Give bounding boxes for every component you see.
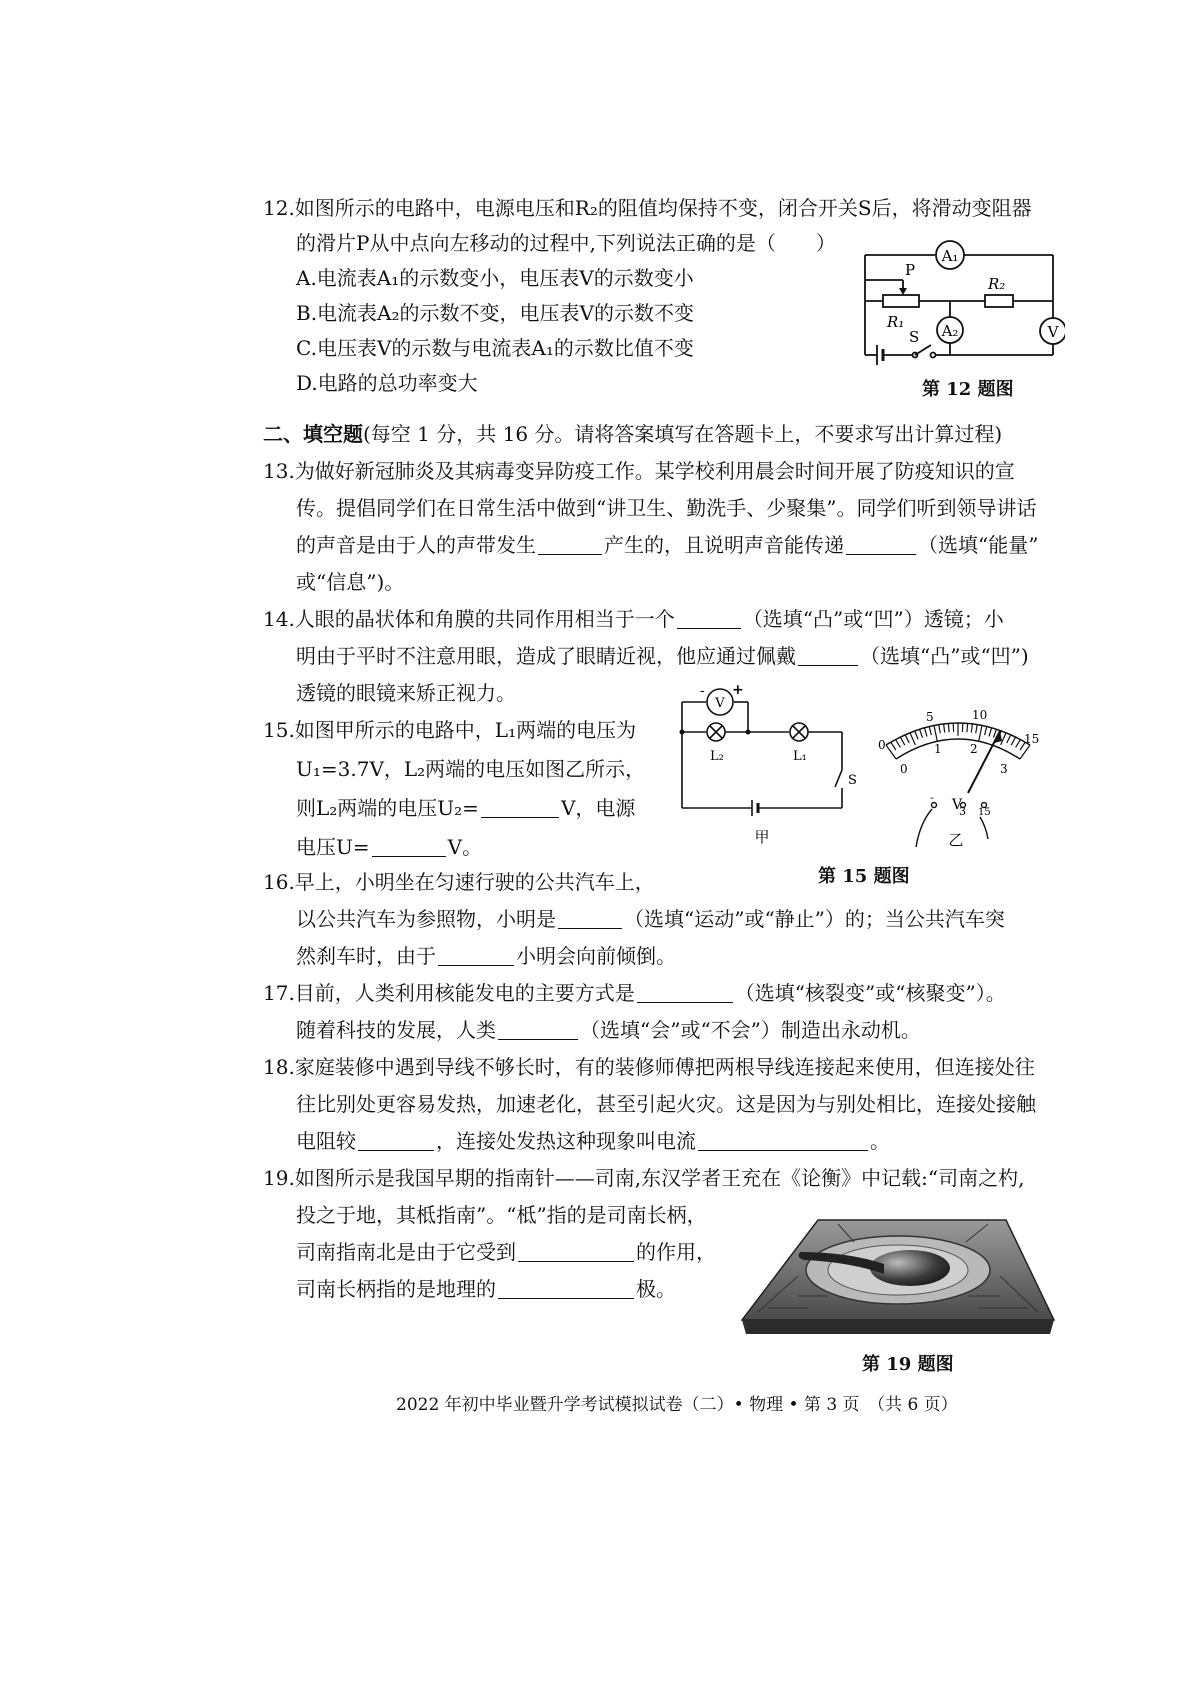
q15-blank-2[interactable] bbox=[372, 836, 446, 857]
q13-blank-1[interactable] bbox=[538, 534, 602, 555]
dial-tick bbox=[929, 727, 931, 736]
q16-line2 bbox=[296, 905, 1005, 933]
dial-tick bbox=[939, 725, 941, 734]
meter-unit: V bbox=[952, 797, 963, 813]
q17-blank-2[interactable] bbox=[498, 1019, 578, 1040]
dial-tick bbox=[971, 724, 972, 733]
q13-line3a: 的声音是由于人的声带发生 bbox=[296, 533, 536, 557]
page-footer: 2022 年初中毕业暨升学考试模拟试卷（二）• 物理 • 第 3 页 （共 6 页） bbox=[396, 1395, 958, 1415]
q14-line1a: 14.人眼的晶状体和角膜的共同作用相当于一个 bbox=[263, 607, 675, 631]
r2-label: R₂ bbox=[988, 275, 1006, 293]
q15-line3 bbox=[296, 794, 635, 822]
q18-line3a: 电阻较 bbox=[296, 1129, 356, 1153]
dial-tick bbox=[900, 737, 904, 745]
dial-tick bbox=[910, 733, 915, 745]
terminal-15: 15 bbox=[978, 807, 991, 818]
q15-line3b: V，电源 bbox=[560, 796, 636, 820]
dial-tick bbox=[1007, 735, 1011, 743]
q19-line3a: 司南指南北是由于它受到 bbox=[296, 1240, 516, 1264]
q15-caption: 第 15 题图 bbox=[818, 866, 910, 887]
q16-line3 bbox=[296, 942, 676, 970]
dial-tick bbox=[967, 723, 968, 732]
top-tick-10: 10 bbox=[972, 708, 988, 722]
q17-line1b: （选填“核裂变”或“核聚变”）。 bbox=[734, 981, 1006, 1005]
q18-line2: 往比别处更容易发热，加速老化，甚至引起火灾。这是因为与别处相比，连接处接触 bbox=[296, 1092, 1036, 1116]
dial-tick bbox=[985, 727, 987, 736]
q17-line2a: 随着科技的发展，人类 bbox=[296, 1018, 496, 1042]
bottom-tick-3: 3 bbox=[1000, 762, 1008, 776]
q15-line1: 15.如图甲所示的电路中，L₁两端的电压为 bbox=[263, 718, 637, 742]
q19-line4 bbox=[296, 1275, 676, 1303]
dial-tick bbox=[948, 723, 949, 732]
q14-line1b: （选填“凸”或“凹”）透镜；小 bbox=[742, 607, 1004, 631]
q16-line1: 16.早上，小明坐在匀速行驶的公共汽车上， bbox=[263, 870, 655, 894]
q17-line1a: 17.目前，人类利用核能发电的主要方式是 bbox=[263, 981, 635, 1005]
q13-line3b: 产生的，且说明声音能传递 bbox=[604, 533, 844, 557]
q14-line2b: （选填“凸”或“凹”) bbox=[860, 644, 1029, 668]
q18-line3c: 。 bbox=[870, 1129, 890, 1153]
q12-option-c: C.电压表V的示数与电流表A₁的示数比值不变 bbox=[296, 336, 694, 360]
q15-blank-1[interactable] bbox=[481, 797, 559, 818]
q13-line3c: （选填“能量” bbox=[918, 533, 1039, 557]
q15-v-label: V bbox=[715, 696, 725, 711]
q12-caption: 第 12 题图 bbox=[922, 379, 1014, 400]
dial-tick bbox=[896, 740, 901, 748]
dial-tick bbox=[989, 728, 992, 737]
q16-blank-1[interactable] bbox=[558, 908, 622, 929]
q19-line1: 19.如图所示是我国早期的指南针——司南,东汉学者王充在《论衡》中记载:“司南之杓, bbox=[263, 1166, 1025, 1190]
q15-line2: U₁=3.7V，L₂两端的电压如图乙所示， bbox=[296, 757, 646, 781]
dial-tick bbox=[924, 728, 927, 737]
terminal-neg: - bbox=[930, 791, 934, 804]
dial-tick bbox=[905, 735, 909, 743]
q15-minus-label: - bbox=[700, 683, 705, 699]
q16-blank-2[interactable] bbox=[438, 945, 514, 966]
q17-line1 bbox=[263, 979, 1006, 1007]
fig-a-label: 甲 bbox=[754, 828, 770, 846]
q14-line1 bbox=[263, 605, 1004, 633]
dial-tick bbox=[976, 725, 978, 734]
l1-label: L₁ bbox=[793, 749, 807, 764]
q19-line2: 投之于地，其柢指南”。“柢”指的是司南长柄， bbox=[296, 1203, 707, 1227]
dial-tick bbox=[979, 725, 982, 741]
q15-line3a: 则L₂两端的电压U₂= bbox=[296, 796, 479, 820]
v-label: V bbox=[1047, 323, 1059, 341]
q14-blank-2[interactable] bbox=[798, 645, 858, 666]
dial-tick bbox=[915, 731, 918, 739]
dial-tick bbox=[934, 725, 937, 741]
bottom-tick-0: 0 bbox=[900, 762, 908, 776]
q19-line4b: 极。 bbox=[636, 1277, 676, 1301]
q18-line1: 18.家庭装修中遇到导线不够长时，有的装修师傅把两根导线连接起来使用，但连接处往 bbox=[263, 1055, 1035, 1079]
section2-desc: (每空 1 分，共 16 分。请将答案填写在答题卡上，不要求写出计算过程) bbox=[363, 422, 1003, 446]
dial-tick bbox=[920, 729, 923, 737]
q15-plus-label: + bbox=[732, 682, 744, 698]
q12-line2: 的滑片P从中点向左移动的过程中,下列说法正确的是（ ） bbox=[296, 231, 836, 255]
q16-line3a: 然刹车时，由于 bbox=[296, 944, 436, 968]
q16-line2b: （选填“运动”或“静止”）的；当公共汽车突 bbox=[624, 907, 1005, 931]
q19-blank-2[interactable] bbox=[498, 1278, 634, 1299]
a1-label: A₁ bbox=[941, 247, 959, 265]
l2-label: L₂ bbox=[710, 749, 724, 764]
q17-line2b: （选填“会”或“不会”）制造出永动机。 bbox=[580, 1018, 921, 1042]
dial-tick bbox=[994, 729, 997, 737]
dial-tick bbox=[1011, 737, 1015, 745]
q13-line3 bbox=[296, 531, 1038, 559]
q12-line1: 12.如图所示的电路中，电源电压和R₂的阻值均保持不变，闭合开关S后，将滑动变阻器 bbox=[263, 196, 1032, 220]
q18-blank-1[interactable] bbox=[358, 1130, 434, 1151]
zero-top-tick: 0 bbox=[878, 738, 886, 752]
section2-header bbox=[263, 420, 1002, 448]
q14-blank-1[interactable] bbox=[677, 608, 741, 629]
q16-line3b: 小明会向前倾倒。 bbox=[516, 944, 676, 968]
q19-line4a: 司南长柄指的是地理的 bbox=[296, 1277, 496, 1301]
dial-tick bbox=[944, 724, 945, 733]
q13-blank-2[interactable] bbox=[846, 534, 916, 555]
q19-blank-1[interactable] bbox=[518, 1241, 634, 1262]
q15-voltmeter-dial bbox=[868, 705, 1048, 855]
top-tick-15: 15 bbox=[1024, 732, 1040, 746]
q12-option-b: B.电流表A₂的示数不变，电压表V的示数不变 bbox=[296, 301, 694, 325]
q14-line2 bbox=[296, 642, 1029, 670]
q19-line3 bbox=[296, 1238, 716, 1266]
top-tick-5: 5 bbox=[926, 710, 934, 724]
q15-line4 bbox=[296, 833, 482, 861]
q13-line1: 13.为做好新冠肺炎及其病毒变异防疫工作。某学校利用晨会时间开展了防疫知识的宣 bbox=[263, 459, 1015, 483]
bottom-tick-2: 2 bbox=[970, 742, 978, 756]
dial-tick bbox=[1016, 740, 1021, 748]
q15-circuit-diagram bbox=[670, 680, 860, 850]
r1-label: R₁ bbox=[887, 313, 905, 331]
q16-line2a: 以公共汽车为参照物，小明是 bbox=[296, 907, 556, 931]
q12-circuit-diagram bbox=[855, 235, 1065, 370]
dial-tick bbox=[891, 742, 896, 750]
p-label: P bbox=[905, 261, 916, 279]
q19-caption: 第 19 题图 bbox=[862, 1354, 954, 1375]
bottom-tick-1: 1 bbox=[934, 742, 942, 756]
q13-line2: 传。提倡同学们在日常生活中做到“讲卫生、勤洗手、少聚集”。同学们听到领导讲话 bbox=[296, 496, 1037, 520]
q14-line3: 透镜的眼镜来矫正视力。 bbox=[296, 681, 516, 705]
q12-option-d: D.电路的总功率变大 bbox=[296, 371, 478, 395]
q15-line4a: 电压U= bbox=[296, 835, 370, 859]
q17-blank-1[interactable] bbox=[637, 982, 733, 1003]
sinan-compass-image bbox=[738, 1212, 1056, 1340]
q12-option-a: A.电流表A₁的示数变小，电压表V的示数变小 bbox=[296, 266, 694, 290]
q13-line4: 或“信息”)。 bbox=[296, 570, 405, 594]
terminal-3: 3 bbox=[959, 805, 966, 818]
q19-line3b: 的作用， bbox=[636, 1240, 716, 1264]
q18-blank-2[interactable] bbox=[698, 1130, 868, 1151]
fig-b-label: 乙 bbox=[948, 831, 964, 849]
q18-line3b: ，连接处发热这种现象叫电流 bbox=[436, 1129, 696, 1153]
section2-title: 二、填空题 bbox=[263, 422, 363, 446]
q18-line3 bbox=[296, 1127, 890, 1155]
s-label: S bbox=[909, 328, 920, 346]
q15-line4b: V。 bbox=[447, 835, 483, 859]
q17-line2 bbox=[296, 1016, 921, 1044]
q15-s-label: S bbox=[848, 773, 857, 788]
a2-label: A₂ bbox=[941, 322, 959, 340]
q14-line2a: 明由于平时不注意用眼，造成了眼睛近视，他应通过佩戴 bbox=[296, 644, 796, 668]
